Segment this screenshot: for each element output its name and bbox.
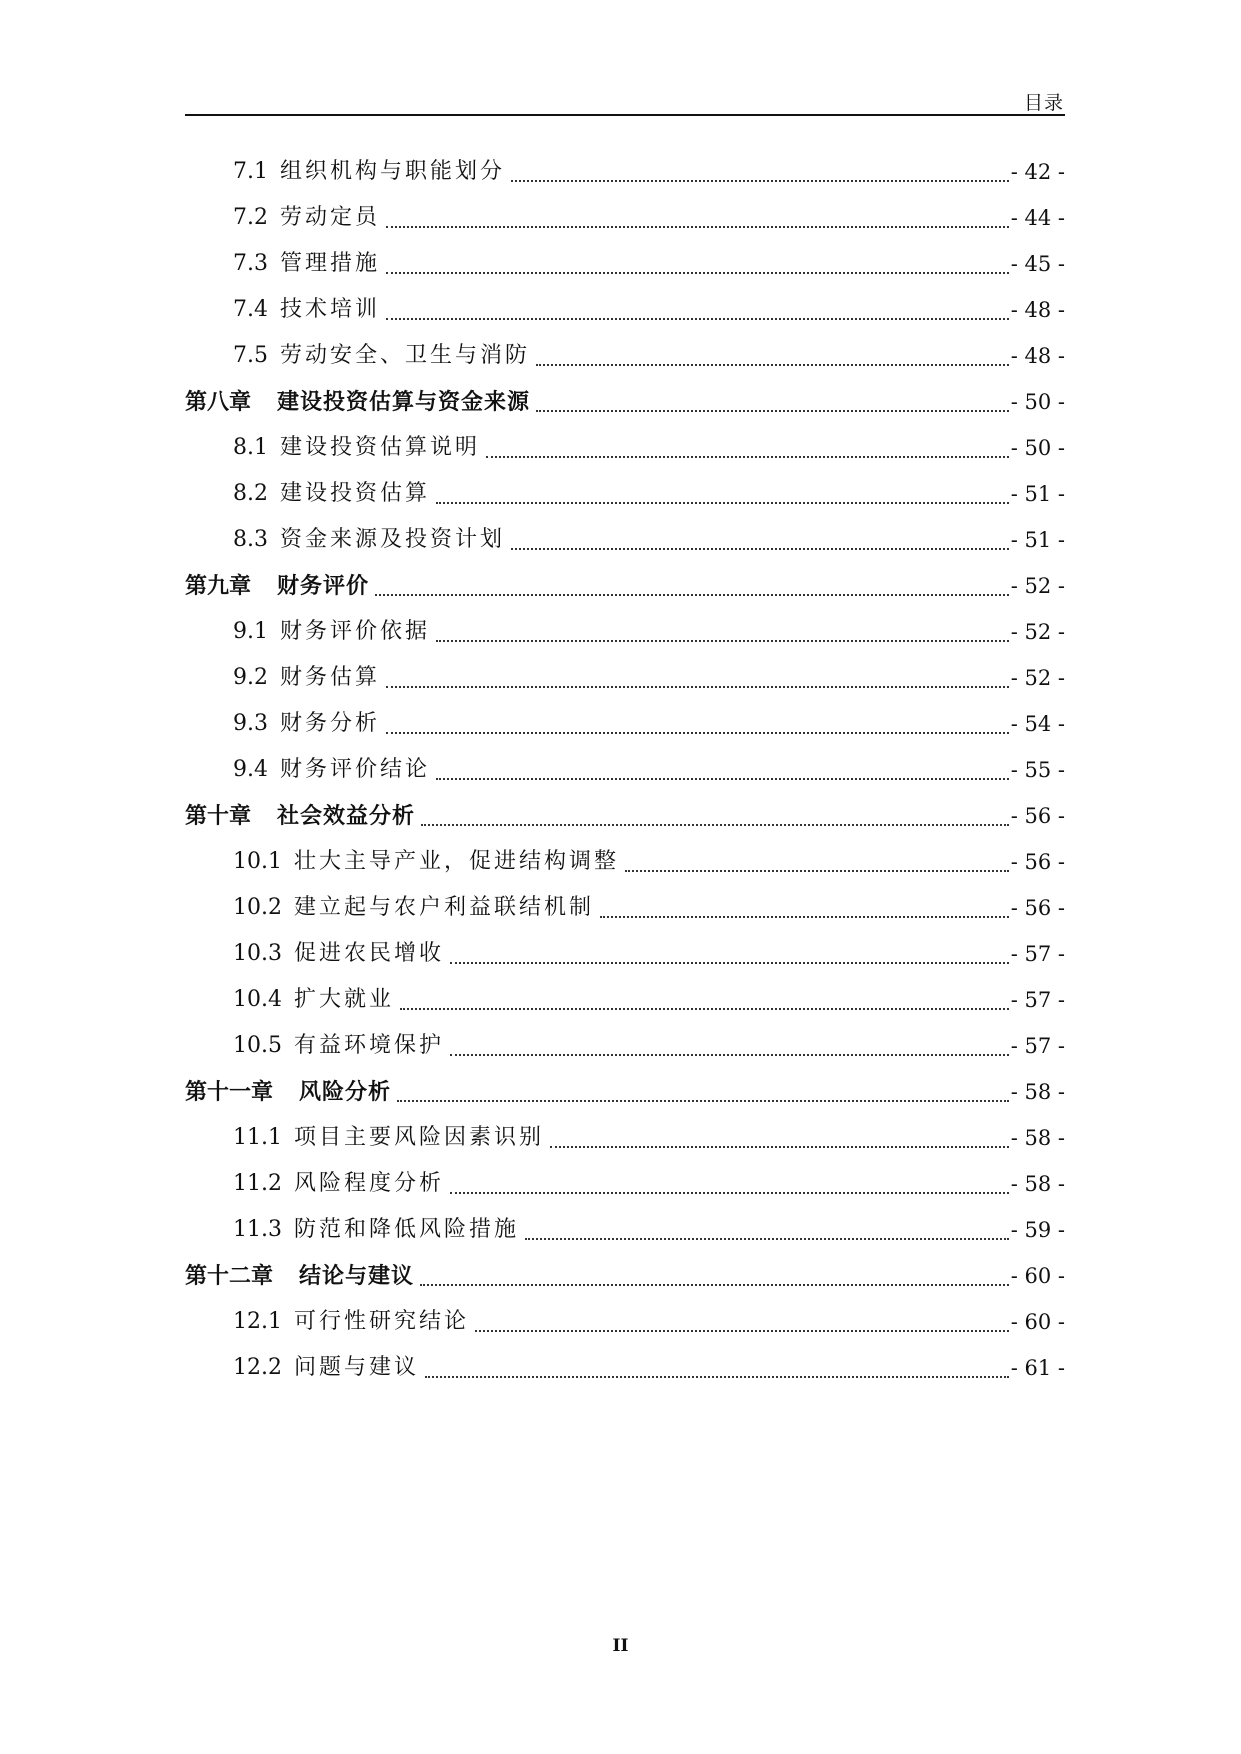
toc-entry-label	[233, 1216, 519, 1244]
toc-section-entry[interactable]	[185, 848, 1065, 894]
toc-entry-number: 10.1	[233, 849, 282, 874]
dot-leader	[536, 388, 1009, 412]
dot-leader	[375, 572, 1009, 596]
toc-entry-number: 7.5	[233, 343, 268, 368]
toc-chapter-entry[interactable]	[185, 572, 1065, 618]
dot-leader	[386, 296, 1009, 320]
toc-entry-page: - 56 -	[1010, 896, 1065, 920]
toc-entry-title: 风险程度分析	[293, 1171, 444, 1196]
toc-entry-number: 7.3	[233, 251, 268, 276]
toc-entry-title: 财务评价结论	[280, 757, 431, 782]
toc-section-entry[interactable]	[185, 1216, 1065, 1262]
toc-entry-title: 劳动定员	[280, 205, 381, 230]
toc-entry-page: - 50 -	[1010, 436, 1065, 460]
toc-entry-title: 促进农民增收	[293, 941, 444, 966]
dot-leader	[421, 802, 1009, 826]
toc-entry-number: 12.1	[233, 1309, 282, 1334]
toc-section-entry[interactable]	[185, 756, 1065, 802]
dot-leader	[436, 756, 1009, 780]
toc-entry-title: 建立起与农户利益联结机制	[293, 895, 594, 920]
toc-chapter-entry[interactable]	[185, 1078, 1065, 1124]
page-header-title: 目录	[1023, 92, 1064, 114]
toc-entry-label	[233, 480, 430, 508]
toc-entry-number: 第十二章	[185, 1263, 274, 1289]
toc-entry-number: 7.1	[233, 159, 268, 184]
toc-entry-label	[233, 664, 380, 692]
toc-entry-label	[233, 1124, 544, 1152]
toc-entry-label	[233, 1308, 469, 1336]
toc-entry-page: - 55 -	[1010, 758, 1065, 782]
toc-entry-number: 第九章	[185, 573, 252, 599]
toc-entry-number: 7.4	[233, 297, 268, 322]
dot-leader	[397, 1078, 1009, 1102]
dot-leader	[386, 710, 1009, 734]
toc-entry-page: - 56 -	[1010, 850, 1065, 874]
toc-entry-page: - 58 -	[1010, 1080, 1065, 1104]
dot-leader	[400, 986, 1009, 1010]
toc-section-entry[interactable]	[185, 526, 1065, 572]
toc-entry-number: 10.5	[233, 1033, 282, 1058]
toc-entry-title: 结论与建议	[299, 1263, 415, 1289]
toc-entry-page: - 52 -	[1010, 574, 1065, 598]
toc-entry-title: 问题与建议	[293, 1355, 419, 1380]
toc-entry-label	[233, 848, 619, 876]
toc-chapter-entry[interactable]	[185, 388, 1065, 434]
toc-section-entry[interactable]	[185, 1124, 1065, 1170]
toc-section-entry[interactable]	[185, 342, 1065, 388]
toc-entry-number: 9.4	[233, 757, 268, 782]
toc-section-entry[interactable]	[185, 1308, 1065, 1354]
toc-entry-page: - 54 -	[1010, 712, 1065, 736]
toc-entry-number: 10.2	[233, 895, 282, 920]
toc-entry-number: 第十一章	[185, 1079, 274, 1105]
dot-leader	[475, 1308, 1009, 1332]
toc-entry-label	[185, 572, 369, 600]
toc-entry-number: 9.1	[233, 619, 268, 644]
toc-entry-title: 有益环境保护	[293, 1033, 444, 1058]
toc-entry-page: - 60 -	[1010, 1310, 1065, 1334]
toc-entry-label	[233, 250, 380, 278]
toc-entry-title: 可行性研究结论	[293, 1309, 469, 1334]
toc-entry-title: 防范和降低风险措施	[293, 1217, 519, 1242]
dot-leader	[436, 618, 1009, 642]
toc-entry-label	[233, 204, 380, 232]
table-of-contents	[185, 158, 1065, 1400]
toc-entry-title: 扩大就业	[293, 987, 394, 1012]
toc-entry-page: - 44 -	[1010, 206, 1065, 230]
toc-entry-label	[233, 940, 444, 968]
dot-leader	[625, 848, 1009, 872]
toc-section-entry[interactable]	[185, 1032, 1065, 1078]
toc-entry-title: 管理措施	[280, 251, 381, 276]
dot-leader	[486, 434, 1009, 458]
toc-entry-title: 财务估算	[280, 665, 381, 690]
toc-entry-page: - 57 -	[1010, 942, 1065, 966]
toc-entry-number: 10.4	[233, 987, 282, 1012]
toc-entry-number: 第十章	[185, 803, 252, 829]
header-rule	[185, 114, 1065, 116]
toc-entry-title: 建设投资估算与资金来源	[277, 389, 531, 415]
dot-leader	[511, 158, 1009, 182]
toc-section-entry[interactable]	[185, 296, 1065, 342]
dot-leader	[450, 1170, 1009, 1194]
dot-leader	[386, 250, 1009, 274]
toc-entry-label	[233, 1170, 444, 1198]
toc-entry-title: 建设投资估算	[280, 481, 431, 506]
dot-leader	[436, 480, 1009, 504]
dot-leader	[511, 526, 1009, 550]
toc-section-entry[interactable]	[185, 158, 1065, 204]
toc-section-entry[interactable]	[185, 204, 1065, 250]
toc-entry-page: - 52 -	[1010, 666, 1065, 690]
toc-entry-title: 财务评价	[277, 573, 370, 599]
page-number: II	[612, 1636, 629, 1656]
toc-section-entry[interactable]	[185, 250, 1065, 296]
dot-leader	[525, 1216, 1009, 1240]
toc-entry-page: - 42 -	[1010, 160, 1065, 184]
toc-section-entry[interactable]	[185, 618, 1065, 664]
toc-entry-label	[233, 756, 430, 784]
toc-entry-label	[185, 1262, 414, 1290]
toc-entry-title: 社会效益分析	[277, 803, 416, 829]
toc-entry-title: 技术培训	[280, 297, 381, 322]
toc-entry-number: 第八章	[185, 389, 252, 415]
toc-entry-label	[233, 342, 530, 370]
toc-entry-title: 壮大主导产业，促进结构调整	[293, 849, 619, 874]
toc-entry-page: - 48 -	[1010, 344, 1065, 368]
toc-entry-label	[233, 1032, 444, 1060]
toc-entry-number: 11.3	[233, 1217, 282, 1242]
toc-entry-page: - 59 -	[1010, 1218, 1065, 1242]
toc-entry-label	[233, 526, 505, 554]
toc-entry-number: 8.3	[233, 527, 268, 552]
toc-entry-label	[233, 618, 430, 646]
toc-entry-page: - 50 -	[1010, 390, 1065, 414]
dot-leader	[425, 1354, 1009, 1378]
toc-entry-number: 8.2	[233, 481, 268, 506]
toc-entry-label	[233, 296, 380, 324]
toc-chapter-entry[interactable]	[185, 1262, 1065, 1308]
toc-entry-label	[233, 434, 480, 462]
toc-entry-number: 9.2	[233, 665, 268, 690]
toc-entry-label	[185, 388, 530, 416]
toc-entry-number: 11.1	[233, 1125, 282, 1150]
toc-section-entry[interactable]	[185, 710, 1065, 756]
toc-entry-page: - 58 -	[1010, 1126, 1065, 1150]
toc-entry-page: - 57 -	[1010, 1034, 1065, 1058]
toc-entry-title: 风险分析	[299, 1079, 392, 1105]
toc-entry-number: 12.2	[233, 1355, 282, 1380]
toc-entry-page: - 56 -	[1010, 804, 1065, 828]
toc-entry-number: 11.2	[233, 1171, 282, 1196]
toc-entry-page: - 48 -	[1010, 298, 1065, 322]
toc-entry-title: 资金来源及投资计划	[280, 527, 506, 552]
toc-entry-label	[233, 158, 505, 186]
toc-entry-title: 组织机构与职能划分	[280, 159, 506, 184]
dot-leader	[450, 1032, 1009, 1056]
dot-leader	[386, 204, 1009, 228]
dot-leader	[450, 940, 1009, 964]
dot-leader	[600, 894, 1009, 918]
toc-entry-label	[185, 1078, 391, 1106]
toc-entry-number: 10.3	[233, 941, 282, 966]
toc-entry-label	[233, 710, 380, 738]
toc-entry-label	[233, 986, 394, 1014]
toc-entry-page: - 61 -	[1010, 1356, 1065, 1380]
toc-entry-label	[185, 802, 415, 830]
toc-section-entry[interactable]	[185, 894, 1065, 940]
toc-entry-title: 财务分析	[280, 711, 381, 736]
toc-section-entry[interactable]	[185, 480, 1065, 526]
toc-entry-page: - 58 -	[1010, 1172, 1065, 1196]
dot-leader	[550, 1124, 1009, 1148]
dot-leader	[420, 1262, 1009, 1286]
toc-entry-page: - 51 -	[1010, 528, 1065, 552]
toc-section-entry[interactable]	[185, 986, 1065, 1032]
toc-entry-number: 9.3	[233, 711, 268, 736]
toc-entry-page: - 60 -	[1010, 1264, 1065, 1288]
toc-entry-number: 8.1	[233, 435, 268, 460]
toc-section-entry[interactable]	[185, 664, 1065, 710]
toc-entry-page: - 57 -	[1010, 988, 1065, 1012]
toc-entry-label	[233, 1354, 419, 1382]
toc-entry-page: - 45 -	[1010, 252, 1065, 276]
toc-section-entry[interactable]	[185, 434, 1065, 480]
toc-entry-title: 劳动安全、卫生与消防	[280, 343, 531, 368]
dot-leader	[386, 664, 1009, 688]
toc-section-entry[interactable]	[185, 1170, 1065, 1216]
toc-entry-title: 建设投资估算说明	[280, 435, 481, 460]
dot-leader	[536, 342, 1009, 366]
toc-entry-title: 项目主要风险因素识别	[293, 1125, 544, 1150]
toc-section-entry[interactable]	[185, 940, 1065, 986]
toc-entry-page: - 51 -	[1010, 482, 1065, 506]
toc-entry-title: 财务评价依据	[280, 619, 431, 644]
toc-chapter-entry[interactable]	[185, 802, 1065, 848]
toc-entry-label	[233, 894, 594, 922]
toc-section-entry[interactable]	[185, 1354, 1065, 1400]
toc-entry-number: 7.2	[233, 205, 268, 230]
toc-entry-page: - 52 -	[1010, 620, 1065, 644]
